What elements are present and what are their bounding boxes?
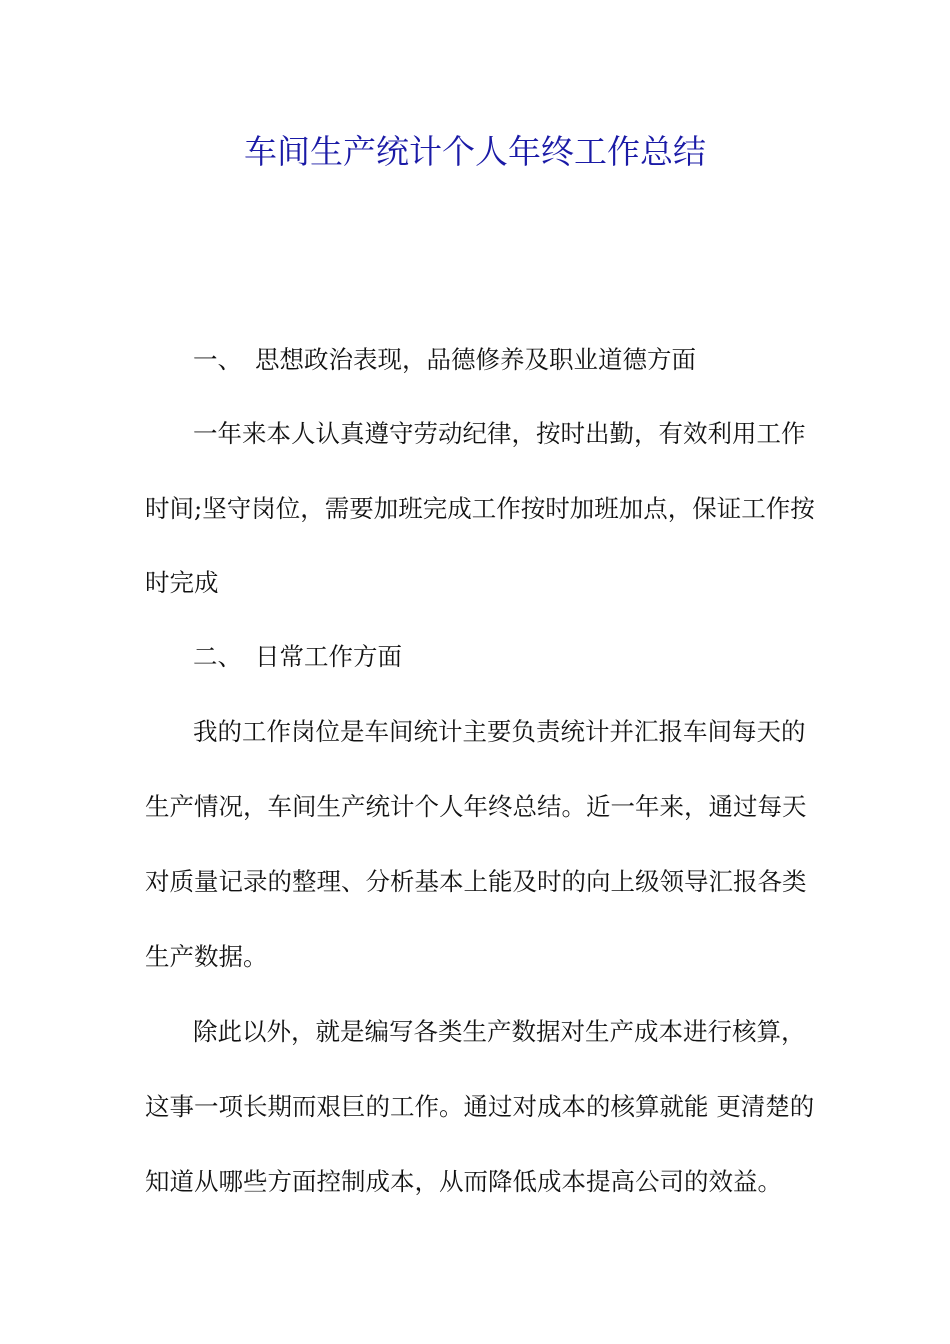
paragraph-line: 一年来本人认真遵守劳动纪律，按时出勤，有效利用工作 <box>193 419 806 448</box>
paragraph-line: 时完成 <box>145 568 219 597</box>
section-heading-text-2: 日常工作方面 <box>255 642 402 671</box>
paragraph-line: 除此以外，就是编写各类生产数据对生产成本进行核算， <box>193 1017 806 1046</box>
paragraph-line: 知道从哪些方面控制成本，从而降低成本提高公司的效益。 <box>145 1167 782 1196</box>
section-heading-text-1: 思想政治表现，品德修养及职业道德方面 <box>255 345 696 374</box>
paragraph-line: 时间;坚守岗位，需要加班完成工作按时加班加点，保证工作按 <box>145 494 815 523</box>
paragraph-line: 对质量记录的整理、分析基本上能及时的向上级领导汇报各类 <box>145 867 807 896</box>
paragraph-line: 生产数据。 <box>145 942 268 971</box>
section-number-2: 二、 <box>193 642 242 671</box>
section-number-1: 一、 <box>193 345 242 374</box>
document-title: 车间生产统计个人年终工作总结 <box>244 132 706 171</box>
paragraph-line: 生产情况，车间生产统计个人年终总结。近一年来，通过每天 <box>145 792 807 821</box>
section-heading-1 <box>193 340 810 380</box>
section-heading-2 <box>193 637 810 677</box>
paragraph-line: 这事一项长期而艰巨的工作。通过对成本的核算就能 更清楚的 <box>145 1092 815 1121</box>
paragraph-line: 我的工作岗位是车间统计主要负责统计并汇报车间每天的 <box>193 717 806 746</box>
